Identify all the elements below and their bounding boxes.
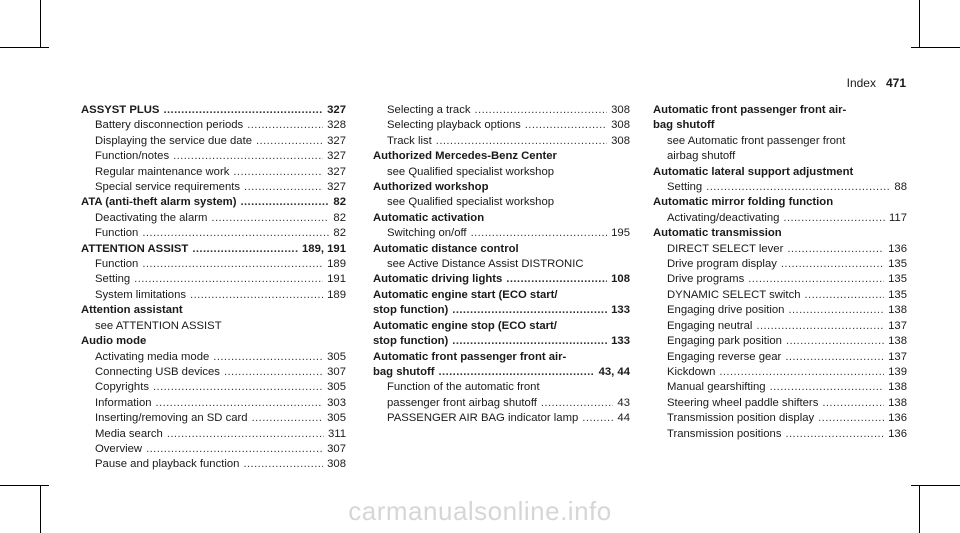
leader-dots bbox=[213, 350, 323, 365]
index-entry bbox=[653, 257, 907, 272]
leader-dots bbox=[163, 103, 323, 118]
crop-mark bbox=[0, 485, 49, 486]
page-reference[interactable]: 137 bbox=[888, 350, 907, 363]
leader-dots bbox=[134, 272, 323, 287]
leader-dots bbox=[252, 411, 324, 426]
entry-text: Automatic driving lights bbox=[373, 273, 503, 286]
leader-dots bbox=[783, 211, 885, 226]
entry-text: Special service requirements bbox=[95, 181, 241, 194]
leader-dots bbox=[706, 180, 890, 195]
leader-dots bbox=[582, 411, 613, 426]
crop-mark bbox=[919, 0, 920, 48]
watermark: carmanualsonline.info bbox=[348, 496, 612, 526]
index-entry bbox=[653, 103, 907, 118]
entry-text: Displaying the service due date bbox=[95, 134, 252, 147]
entry-text: ATTENTION ASSIST bbox=[81, 242, 189, 255]
page-reference[interactable]: 191 bbox=[327, 273, 346, 286]
leader-dots bbox=[822, 396, 884, 411]
page-reference[interactable]: 82 bbox=[333, 211, 346, 224]
index-entry bbox=[373, 350, 630, 365]
index-entry bbox=[373, 195, 630, 210]
entry-text: DIRECT SELECT lever bbox=[667, 242, 784, 255]
entry-text: Automatic mirror folding function bbox=[653, 196, 834, 209]
index-entry bbox=[653, 350, 907, 365]
index-entry bbox=[653, 303, 907, 318]
page-reference[interactable]: 117 bbox=[888, 211, 907, 224]
page-reference[interactable]: 195 bbox=[611, 227, 630, 240]
crop-mark bbox=[911, 485, 960, 486]
entry-text: Automatic front passenger front air- bbox=[653, 104, 847, 116]
index-entry bbox=[373, 134, 630, 149]
index-entry bbox=[653, 134, 907, 149]
crop-mark bbox=[40, 0, 41, 48]
entry-text: Drive programs bbox=[667, 273, 745, 286]
index-entry bbox=[373, 272, 630, 287]
page-reference[interactable]: 138 bbox=[888, 381, 907, 394]
index-entry bbox=[81, 457, 346, 472]
leader-dots bbox=[781, 257, 884, 272]
leader-dots bbox=[452, 334, 607, 349]
entry-text: Engaging neutral bbox=[667, 319, 753, 332]
leader-dots bbox=[142, 226, 329, 241]
entry-text: Attention assistant bbox=[81, 304, 183, 317]
index-entry bbox=[81, 411, 346, 426]
page-reference[interactable]: 138 bbox=[888, 396, 907, 409]
index-entry bbox=[81, 103, 346, 118]
section-title: Index bbox=[846, 76, 876, 90]
page-reference[interactable]: 305 bbox=[327, 381, 346, 394]
entry-text: DYNAMIC SELECT switch bbox=[667, 288, 801, 301]
index-entry bbox=[81, 319, 346, 334]
index-entry bbox=[373, 103, 630, 118]
entry-text: see Qualified specialist workshop bbox=[387, 165, 555, 178]
entry-text: passenger front airbag shutoff bbox=[387, 396, 537, 409]
entry-text: Function/notes bbox=[95, 150, 170, 163]
page-reference[interactable]: 327 bbox=[327, 134, 346, 147]
leader-dots bbox=[805, 288, 885, 303]
entry-text: Function bbox=[95, 258, 139, 271]
index-entry bbox=[81, 334, 346, 349]
leader-dots bbox=[506, 272, 607, 287]
page-reference[interactable]: 327 bbox=[327, 150, 346, 163]
entry-text: Automatic lateral support adjustment bbox=[653, 165, 854, 178]
leader-dots bbox=[785, 350, 884, 365]
leader-dots bbox=[756, 319, 884, 334]
index-entry bbox=[373, 118, 630, 133]
leader-dots bbox=[233, 165, 323, 180]
leader-dots bbox=[153, 380, 323, 395]
entry-text: Function bbox=[95, 227, 139, 240]
entry-text: see Qualified specialist workshop bbox=[387, 196, 555, 209]
index-entry bbox=[81, 365, 346, 380]
entry-text: Automatic distance control bbox=[373, 242, 519, 255]
leader-dots bbox=[190, 288, 323, 303]
page-reference[interactable]: 137 bbox=[888, 319, 907, 332]
page-reference[interactable]: 311 bbox=[327, 427, 346, 440]
index-entry bbox=[81, 303, 346, 318]
entry-text: Battery disconnection periods bbox=[95, 119, 244, 132]
page-reference[interactable]: 82 bbox=[333, 196, 346, 209]
entry-text: Manual gearshifting bbox=[667, 381, 766, 394]
index-entry bbox=[81, 149, 346, 164]
index-entry bbox=[373, 319, 630, 334]
entry-text: ASSYST PLUS bbox=[81, 104, 160, 116]
index-entry bbox=[653, 396, 907, 411]
entry-text: Automatic transmission bbox=[653, 227, 782, 240]
entry-text: Overview bbox=[95, 442, 143, 455]
index-entry bbox=[653, 165, 907, 180]
index-entry bbox=[81, 165, 346, 180]
leader-dots bbox=[142, 257, 323, 272]
index-entry bbox=[81, 380, 346, 395]
index-entry bbox=[653, 149, 907, 164]
page-reference[interactable]: 135 bbox=[888, 258, 907, 271]
index-column-3 bbox=[653, 103, 907, 442]
leader-dots bbox=[452, 303, 607, 318]
entry-text: Engaging park position bbox=[667, 335, 782, 348]
index-entry bbox=[81, 396, 346, 411]
page-reference[interactable]: 135 bbox=[888, 288, 907, 301]
entry-text: see Active Distance Assist DISTRONIC bbox=[387, 258, 584, 271]
leader-dots bbox=[224, 365, 323, 380]
entry-text: Function of the automatic front bbox=[387, 381, 540, 394]
index-entry bbox=[373, 380, 630, 395]
leader-dots bbox=[173, 149, 323, 164]
entry-text: see Automatic front passenger front bbox=[667, 134, 846, 147]
index-entry bbox=[653, 427, 907, 442]
page-reference[interactable]: 138 bbox=[888, 304, 907, 317]
leader-dots bbox=[786, 334, 884, 349]
page-header bbox=[847, 76, 906, 90]
entry-text: Connecting USB devices bbox=[95, 365, 220, 378]
entry-text: Activating media mode bbox=[95, 350, 210, 363]
page-reference[interactable]: 327 bbox=[327, 181, 346, 194]
index-entry bbox=[81, 288, 346, 303]
index-entry bbox=[653, 272, 907, 287]
entry-text: System limitations bbox=[95, 288, 187, 301]
index-entry bbox=[81, 350, 346, 365]
page-number: 471 bbox=[885, 76, 906, 90]
index-entry bbox=[81, 427, 346, 442]
index-entry bbox=[653, 118, 907, 133]
leader-dots bbox=[787, 242, 884, 257]
page-reference[interactable]: 328 bbox=[327, 119, 346, 132]
index-entry bbox=[81, 211, 346, 226]
page-reference[interactable]: 327 bbox=[327, 165, 346, 178]
page-reference[interactable]: 133 bbox=[611, 304, 630, 317]
page-reference[interactable]: 327 bbox=[327, 104, 346, 116]
entry-text: Automatic engine start (ECO start/ bbox=[373, 288, 558, 301]
page-reference[interactable]: 136 bbox=[888, 242, 907, 255]
index-entry bbox=[81, 118, 346, 133]
page-reference[interactable]: 305 bbox=[327, 412, 346, 425]
entry-text: Transmission position display bbox=[667, 412, 815, 425]
leader-dots bbox=[243, 457, 323, 472]
index-entry bbox=[373, 365, 630, 380]
index-entry bbox=[653, 242, 907, 257]
entry-text: Audio mode bbox=[81, 335, 147, 348]
leader-dots bbox=[719, 365, 884, 380]
leader-dots bbox=[439, 365, 595, 380]
leader-dots bbox=[788, 303, 884, 318]
page-reference[interactable]: 307 bbox=[327, 365, 346, 378]
entry-text: Steering wheel paddle shifters bbox=[667, 396, 819, 409]
leader-dots bbox=[471, 226, 608, 241]
entry-text: see ATTENTION ASSIST bbox=[95, 319, 222, 332]
index-entry bbox=[653, 411, 907, 426]
entry-text: Information bbox=[95, 396, 152, 409]
index-entry bbox=[653, 365, 907, 380]
index-entry bbox=[373, 165, 630, 180]
index-entry bbox=[81, 257, 346, 272]
page-reference[interactable]: 308 bbox=[611, 119, 630, 132]
index-entry bbox=[653, 319, 907, 334]
page-reference[interactable]: 136 bbox=[888, 412, 907, 425]
entry-text: stop function) bbox=[373, 304, 449, 317]
index-column-2 bbox=[373, 103, 630, 427]
page-reference[interactable]: 303 bbox=[327, 396, 346, 409]
index-entry bbox=[653, 211, 907, 226]
leader-dots bbox=[541, 396, 614, 411]
entry-text: Drive program display bbox=[667, 258, 777, 271]
entry-text: Setting bbox=[95, 273, 131, 286]
index-entry bbox=[373, 180, 630, 195]
entry-text: ATA (anti-theft alarm system) bbox=[81, 196, 237, 209]
page-reference[interactable]: 108 bbox=[611, 273, 630, 286]
leader-dots bbox=[436, 134, 607, 149]
index-entry bbox=[373, 303, 630, 318]
entry-text: Transmission positions bbox=[667, 427, 782, 440]
page-reference[interactable]: 43, 44 bbox=[598, 365, 630, 378]
index-entry bbox=[81, 180, 346, 195]
entry-text: Deactivating the alarm bbox=[95, 211, 208, 224]
page-reference[interactable]: 189 bbox=[327, 258, 346, 271]
page-reference[interactable]: 189, 191 bbox=[302, 242, 346, 255]
leader-dots bbox=[156, 396, 324, 411]
index-entry bbox=[81, 134, 346, 149]
page-reference[interactable]: 307 bbox=[327, 442, 346, 455]
entry-text: Media search bbox=[95, 427, 163, 440]
crop-mark bbox=[911, 47, 960, 48]
page-reference[interactable]: 189 bbox=[327, 288, 346, 301]
leader-dots bbox=[525, 118, 607, 133]
entry-text: Switching on/off bbox=[387, 227, 467, 240]
leader-dots bbox=[748, 272, 884, 287]
entry-text: airbag shutoff bbox=[667, 150, 736, 163]
entry-text: stop function) bbox=[373, 335, 449, 348]
page-reference[interactable]: 139 bbox=[888, 365, 907, 378]
leader-dots bbox=[785, 427, 884, 442]
page-reference[interactable]: 308 bbox=[611, 134, 630, 147]
entry-text: Activating/deactivating bbox=[667, 211, 780, 224]
page-reference[interactable]: 133 bbox=[611, 335, 630, 348]
entry-text: Setting bbox=[667, 181, 703, 194]
index-entry bbox=[373, 242, 630, 257]
index-entry bbox=[653, 288, 907, 303]
entry-text: Automatic activation bbox=[373, 211, 485, 224]
crop-mark bbox=[0, 47, 49, 48]
entry-text: bag shutoff bbox=[373, 365, 435, 378]
page-reference[interactable]: 305 bbox=[327, 350, 346, 363]
leader-dots bbox=[167, 427, 324, 442]
entry-text: Authorized workshop bbox=[373, 181, 489, 194]
page-reference[interactable]: 135 bbox=[888, 273, 907, 286]
page-reference[interactable]: 43 bbox=[617, 396, 630, 409]
index-entry bbox=[373, 288, 630, 303]
index-entry bbox=[653, 380, 907, 395]
page-reference[interactable]: 88 bbox=[894, 181, 907, 194]
entry-text: Track list bbox=[387, 134, 432, 147]
leader-dots bbox=[770, 380, 885, 395]
page-reference[interactable]: 308 bbox=[611, 104, 630, 116]
leader-dots bbox=[256, 134, 323, 149]
entry-text: PASSENGER AIR BAG indicator lamp bbox=[387, 412, 579, 425]
entry-text: Selecting playback options bbox=[387, 119, 521, 132]
entry-text: Copyrights bbox=[95, 381, 149, 394]
index-entry bbox=[653, 195, 907, 210]
page-reference[interactable]: 136 bbox=[888, 427, 907, 440]
leader-dots bbox=[146, 442, 323, 457]
leader-dots bbox=[247, 118, 323, 133]
index-entry bbox=[373, 334, 630, 349]
index-entry bbox=[81, 226, 346, 241]
page-reference[interactable]: 308 bbox=[327, 458, 346, 471]
index-entry bbox=[653, 226, 907, 241]
index-entry bbox=[81, 442, 346, 457]
index-entry bbox=[81, 272, 346, 287]
entry-text: bag shutoff bbox=[653, 119, 715, 132]
leader-dots bbox=[211, 211, 329, 226]
index-entry bbox=[373, 257, 630, 272]
index-entry bbox=[653, 334, 907, 349]
entry-text: Inserting/removing an SD card bbox=[95, 412, 248, 425]
leader-dots bbox=[244, 180, 323, 195]
leader-dots bbox=[192, 242, 298, 257]
index-entry bbox=[373, 411, 630, 426]
entry-text: Pause and playback function bbox=[95, 458, 240, 471]
index-entry bbox=[373, 149, 630, 164]
leader-dots bbox=[240, 195, 329, 210]
entry-text: Automatic front passenger front air- bbox=[373, 350, 567, 363]
index-entry bbox=[81, 195, 346, 210]
entry-text: Kickdown bbox=[667, 365, 716, 378]
entry-text: Regular maintenance work bbox=[95, 165, 230, 178]
page-reference[interactable]: 138 bbox=[888, 335, 907, 348]
index-entry bbox=[373, 396, 630, 411]
entry-text: Automatic engine stop (ECO start/ bbox=[373, 319, 557, 332]
index-column-1 bbox=[81, 103, 346, 473]
index-entry bbox=[373, 211, 630, 226]
leader-dots bbox=[475, 103, 608, 118]
entry-text: Authorized Mercedes-Benz Center bbox=[373, 150, 557, 163]
entry-text: Selecting a track bbox=[387, 104, 471, 116]
page-reference[interactable]: 44 bbox=[617, 412, 630, 425]
index-entry bbox=[653, 180, 907, 195]
entry-text: Engaging drive position bbox=[667, 304, 785, 317]
leader-dots bbox=[818, 411, 884, 426]
index-entry bbox=[373, 226, 630, 241]
index-entry bbox=[81, 242, 346, 257]
page-reference[interactable]: 82 bbox=[333, 227, 346, 240]
entry-text: Engaging reverse gear bbox=[667, 350, 782, 363]
